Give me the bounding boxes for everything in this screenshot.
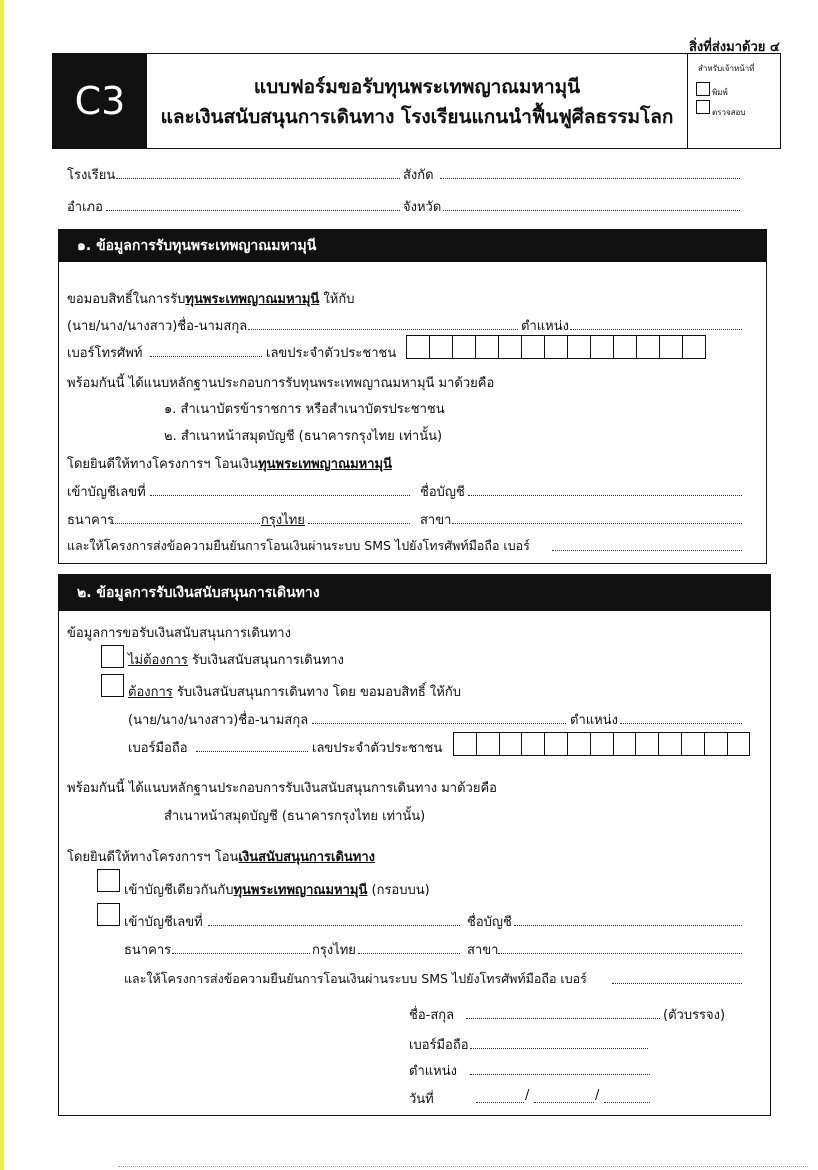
s1-bank-value: กรุงไทย xyxy=(261,513,305,528)
s2-id-label: เลขประจำตัวประชาชน xyxy=(312,741,443,756)
id-digit-box[interactable] xyxy=(498,335,522,359)
s2-mobile-field[interactable] xyxy=(196,751,308,752)
officer-heading: สำหรับเจ้าหน้าที่ xyxy=(698,64,755,73)
id-digit-box[interactable] xyxy=(613,335,637,359)
title-line-1: แบบฟอร์มขอรับทุนพระเทพญาณมหามุนี xyxy=(253,76,581,98)
s2-branch-label: สาขา xyxy=(467,943,499,958)
s2-account-no-field[interactable] xyxy=(208,925,460,926)
officer-check-label: ตรวจสอบ xyxy=(712,108,746,117)
s1-account-name-label: ชื่อบัญชี xyxy=(420,485,465,500)
s2-same-account-line xyxy=(124,879,430,900)
s1-authorize-line xyxy=(67,288,354,309)
s2-transfer-prefix: โดยยินดีให้ทางโครงการฯ โอน xyxy=(67,850,239,865)
sign-mobile-field[interactable] xyxy=(470,1048,648,1049)
id-digit-box[interactable] xyxy=(453,732,477,756)
s2-sms-label: และให้โครงการส่งข้อความยืนยันการโอนเงินผ่านระบบ SMS ไปยังโทรศัพท์มือถือ เบอร์ xyxy=(124,971,587,986)
s1-branch-field[interactable] xyxy=(452,523,742,524)
s1-account-no-field[interactable] xyxy=(150,495,410,496)
s2-not-want-checkbox[interactable] xyxy=(101,645,124,668)
school-label: โรงเรียน xyxy=(67,168,116,183)
s2-evidence-1: สำเนาหน้าสมุดบัญชี (ธนาคารกรุงไทย เท่านั้น) xyxy=(164,809,426,824)
attachment-note: สิ่งที่ส่งมาด้วย ๔ xyxy=(689,40,780,55)
district-label: อำเภอ xyxy=(67,200,103,215)
sign-mobile-label: เบอร์มือถือ xyxy=(409,1038,469,1053)
id-digit-box[interactable] xyxy=(659,335,683,359)
school-field[interactable] xyxy=(116,178,400,179)
s1-position-field[interactable] xyxy=(570,329,742,330)
id-digit-box[interactable] xyxy=(681,732,705,756)
s2-request-label: ข้อมูลการขอรับเงินสนับสนุนการเดินทาง xyxy=(67,626,291,641)
province-field[interactable] xyxy=(443,210,740,211)
s2-mobile-label: เบอร์มือถือ xyxy=(128,741,188,756)
id-digit-box[interactable] xyxy=(544,335,568,359)
officer-box xyxy=(687,54,781,148)
s1-phone-label: เบอร์โทรศัพท์ xyxy=(67,346,143,361)
s2-bank-value: กรุงไทย xyxy=(312,943,356,958)
s1-authorize-bold: ทุนพระเทพญาณมหามุนี xyxy=(185,292,320,307)
district-field[interactable] xyxy=(106,210,400,211)
section-1 xyxy=(58,229,767,564)
s1-name-field[interactable] xyxy=(248,329,518,330)
province-label: จังหวัด xyxy=(403,200,442,215)
s1-authorize-prefix: ขอมอบสิทธิ์ในการรับ xyxy=(67,292,186,307)
s2-evidence-intro: พร้อมกันนี้ ได้แนบหลักฐานประกอบการรับเงินสนับสนุนการเดินทาง มาด้วยคือ xyxy=(67,781,497,796)
s1-account-name-field[interactable] xyxy=(468,495,742,496)
id-digit-box[interactable] xyxy=(544,732,568,756)
s2-not-want-u: ไม่ต้องการ xyxy=(128,653,188,668)
s1-name-label: (นาย/นาง/นางสาว)ชื่อ-นามสกุล xyxy=(67,319,248,334)
s2-bank-field-2[interactable] xyxy=(358,953,460,954)
s1-position-label: ตำแหน่ง xyxy=(521,319,569,334)
s1-phone-field[interactable] xyxy=(150,356,262,357)
s2-want-line xyxy=(128,681,461,702)
sign-date-sep-1: / xyxy=(525,1088,530,1103)
s2-account-name-field[interactable] xyxy=(514,925,742,926)
page-edge-line xyxy=(0,0,4,1170)
s2-account-no-label: เข้าบัญชีเลขที่ xyxy=(124,915,203,930)
s1-transfer-prefix: โดยยินดีให้ทางโครงการฯ โอนเงิน xyxy=(67,457,259,472)
s1-account-no-label: เข้าบัญชีเลขที่ xyxy=(67,485,146,500)
officer-print-label: พิมพ์ xyxy=(712,88,728,97)
form-header xyxy=(52,53,781,149)
s2-not-want-rest: รับเงินสนับสนุนการเดินทาง xyxy=(187,653,344,668)
id-digit-box[interactable] xyxy=(727,732,751,756)
title-line-2: และเงินสนับสนุนการเดินทาง โรงเรียนแกนนำฟื้นฟูศีลธรรมโลก xyxy=(160,106,674,128)
s1-bank-field-2[interactable] xyxy=(308,523,410,524)
sign-position-field[interactable] xyxy=(470,1074,650,1075)
s2-account-name-label: ชื่อบัญชี xyxy=(467,915,512,930)
s1-bank-label: ธนาคาร xyxy=(67,513,115,528)
s2-same-account-checkbox[interactable] xyxy=(97,869,120,892)
s2-name-field[interactable] xyxy=(312,723,566,724)
s1-sms-label: และให้โครงการส่งข้อความยืนยันการโอนเงินผ่านระบบ SMS ไปยังโทรศัพท์มือถือ เบอร์ xyxy=(67,538,530,553)
id-digit-box[interactable] xyxy=(635,732,659,756)
s1-evidence-1: ๑. สำเนาบัตรข้าราชการ หรือสำเนาบัตรประชาชน xyxy=(164,402,445,417)
id-digit-box[interactable] xyxy=(521,335,545,359)
officer-check-checkbox[interactable] xyxy=(696,100,710,114)
s2-same-account-bold: ทุนพระเทพญาณมหามุนี xyxy=(233,883,368,898)
sign-date-sep-2: / xyxy=(595,1088,600,1103)
id-digit-box[interactable] xyxy=(682,335,706,359)
id-digit-box[interactable] xyxy=(499,732,523,756)
s2-transfer-bold: เงินสนับสนุนการเดินทาง xyxy=(238,850,376,865)
sign-date-day-field[interactable] xyxy=(476,1102,524,1103)
id-digit-box[interactable] xyxy=(475,335,499,359)
s1-transfer-bold: ทุนพระเทพญาณมหามุนี xyxy=(258,457,392,472)
s2-bank-field[interactable] xyxy=(172,953,310,954)
sign-date-label: วันที่ xyxy=(409,1092,434,1107)
id-digit-box[interactable] xyxy=(452,335,476,359)
sign-date-month-field[interactable] xyxy=(534,1102,594,1103)
form-title xyxy=(147,54,687,148)
section-1-heading: ๑. ข้อมูลการรับทุนพระเทพญาณมหามุนี xyxy=(59,230,766,262)
s2-transfer-line xyxy=(67,846,375,867)
s2-position-label: ตำแหน่ง xyxy=(570,713,618,728)
s1-authorize-suffix: ให้กับ xyxy=(319,292,355,307)
section-2-heading: ๒. ข้อมูลการรับเงินสนับสนุนการเดินทาง xyxy=(59,575,770,611)
s2-same-account-suffix: (กรอบบน) xyxy=(367,883,430,898)
affiliation-label: สังกัด xyxy=(403,168,434,183)
s1-bank-field[interactable] xyxy=(112,523,260,524)
s2-other-account-checkbox[interactable] xyxy=(97,903,120,926)
id-digit-box[interactable] xyxy=(406,335,430,359)
s2-sms-field[interactable] xyxy=(612,983,742,984)
id-digit-box[interactable] xyxy=(658,732,682,756)
id-digit-box[interactable] xyxy=(704,732,728,756)
officer-print-checkbox[interactable] xyxy=(696,82,710,96)
s2-position-field[interactable] xyxy=(620,723,742,724)
form-code: C3 xyxy=(53,54,147,148)
s1-id-label: เลขประจำตัวประชาชน xyxy=(266,346,397,361)
id-digit-box[interactable] xyxy=(429,335,453,359)
id-digit-box[interactable] xyxy=(590,732,614,756)
s1-evidence-intro: พร้อมกันนี้ ได้แนบหลักฐานประกอบการรับทุนพระเทพญาณมหามุนี มาด้วยคือ xyxy=(67,376,495,391)
id-digit-box[interactable] xyxy=(567,335,591,359)
s2-same-account-prefix: เข้าบัญชีเดียวกันกับ xyxy=(124,883,234,898)
sign-name-note: (ตัวบรรจง) xyxy=(663,1008,726,1023)
id-digit-box[interactable] xyxy=(567,732,591,756)
s2-branch-field[interactable] xyxy=(498,953,742,954)
s2-want-u: ต้องการ xyxy=(128,685,173,700)
sign-name-field[interactable] xyxy=(466,1018,660,1019)
id-digit-box[interactable] xyxy=(521,732,545,756)
id-digit-box[interactable] xyxy=(636,335,660,359)
s1-branch-label: สาขา xyxy=(420,513,452,528)
s2-want-checkbox[interactable] xyxy=(101,674,124,697)
id-digit-box[interactable] xyxy=(613,732,637,756)
sign-date-year-field[interactable] xyxy=(604,1102,650,1103)
sign-name-label: ชื่อ-สกุล xyxy=(409,1008,455,1023)
s2-not-want-line xyxy=(128,649,344,670)
id-digit-box[interactable] xyxy=(590,335,614,359)
sign-position-label: ตำแหน่ง xyxy=(409,1064,457,1079)
s2-bank-label: ธนาคาร xyxy=(124,943,172,958)
s2-want-rest: รับเงินสนับสนุนการเดินทาง โดย ขอมอบสิทธิ์ ให้กับ xyxy=(172,685,461,700)
s1-evidence-2: ๒. สำเนาหน้าสมุดบัญชี (ธนาคารกรุงไทย เท่านั้น) xyxy=(164,429,443,444)
affiliation-field[interactable] xyxy=(440,178,740,179)
bottom-scan-line xyxy=(118,1166,808,1167)
s1-transfer-line xyxy=(67,453,392,474)
id-digit-box[interactable] xyxy=(476,732,500,756)
s1-sms-field[interactable] xyxy=(552,550,742,551)
s2-name-label: (นาย/นาง/นางสาว)ชื่อ-นามสกุล xyxy=(128,713,309,728)
